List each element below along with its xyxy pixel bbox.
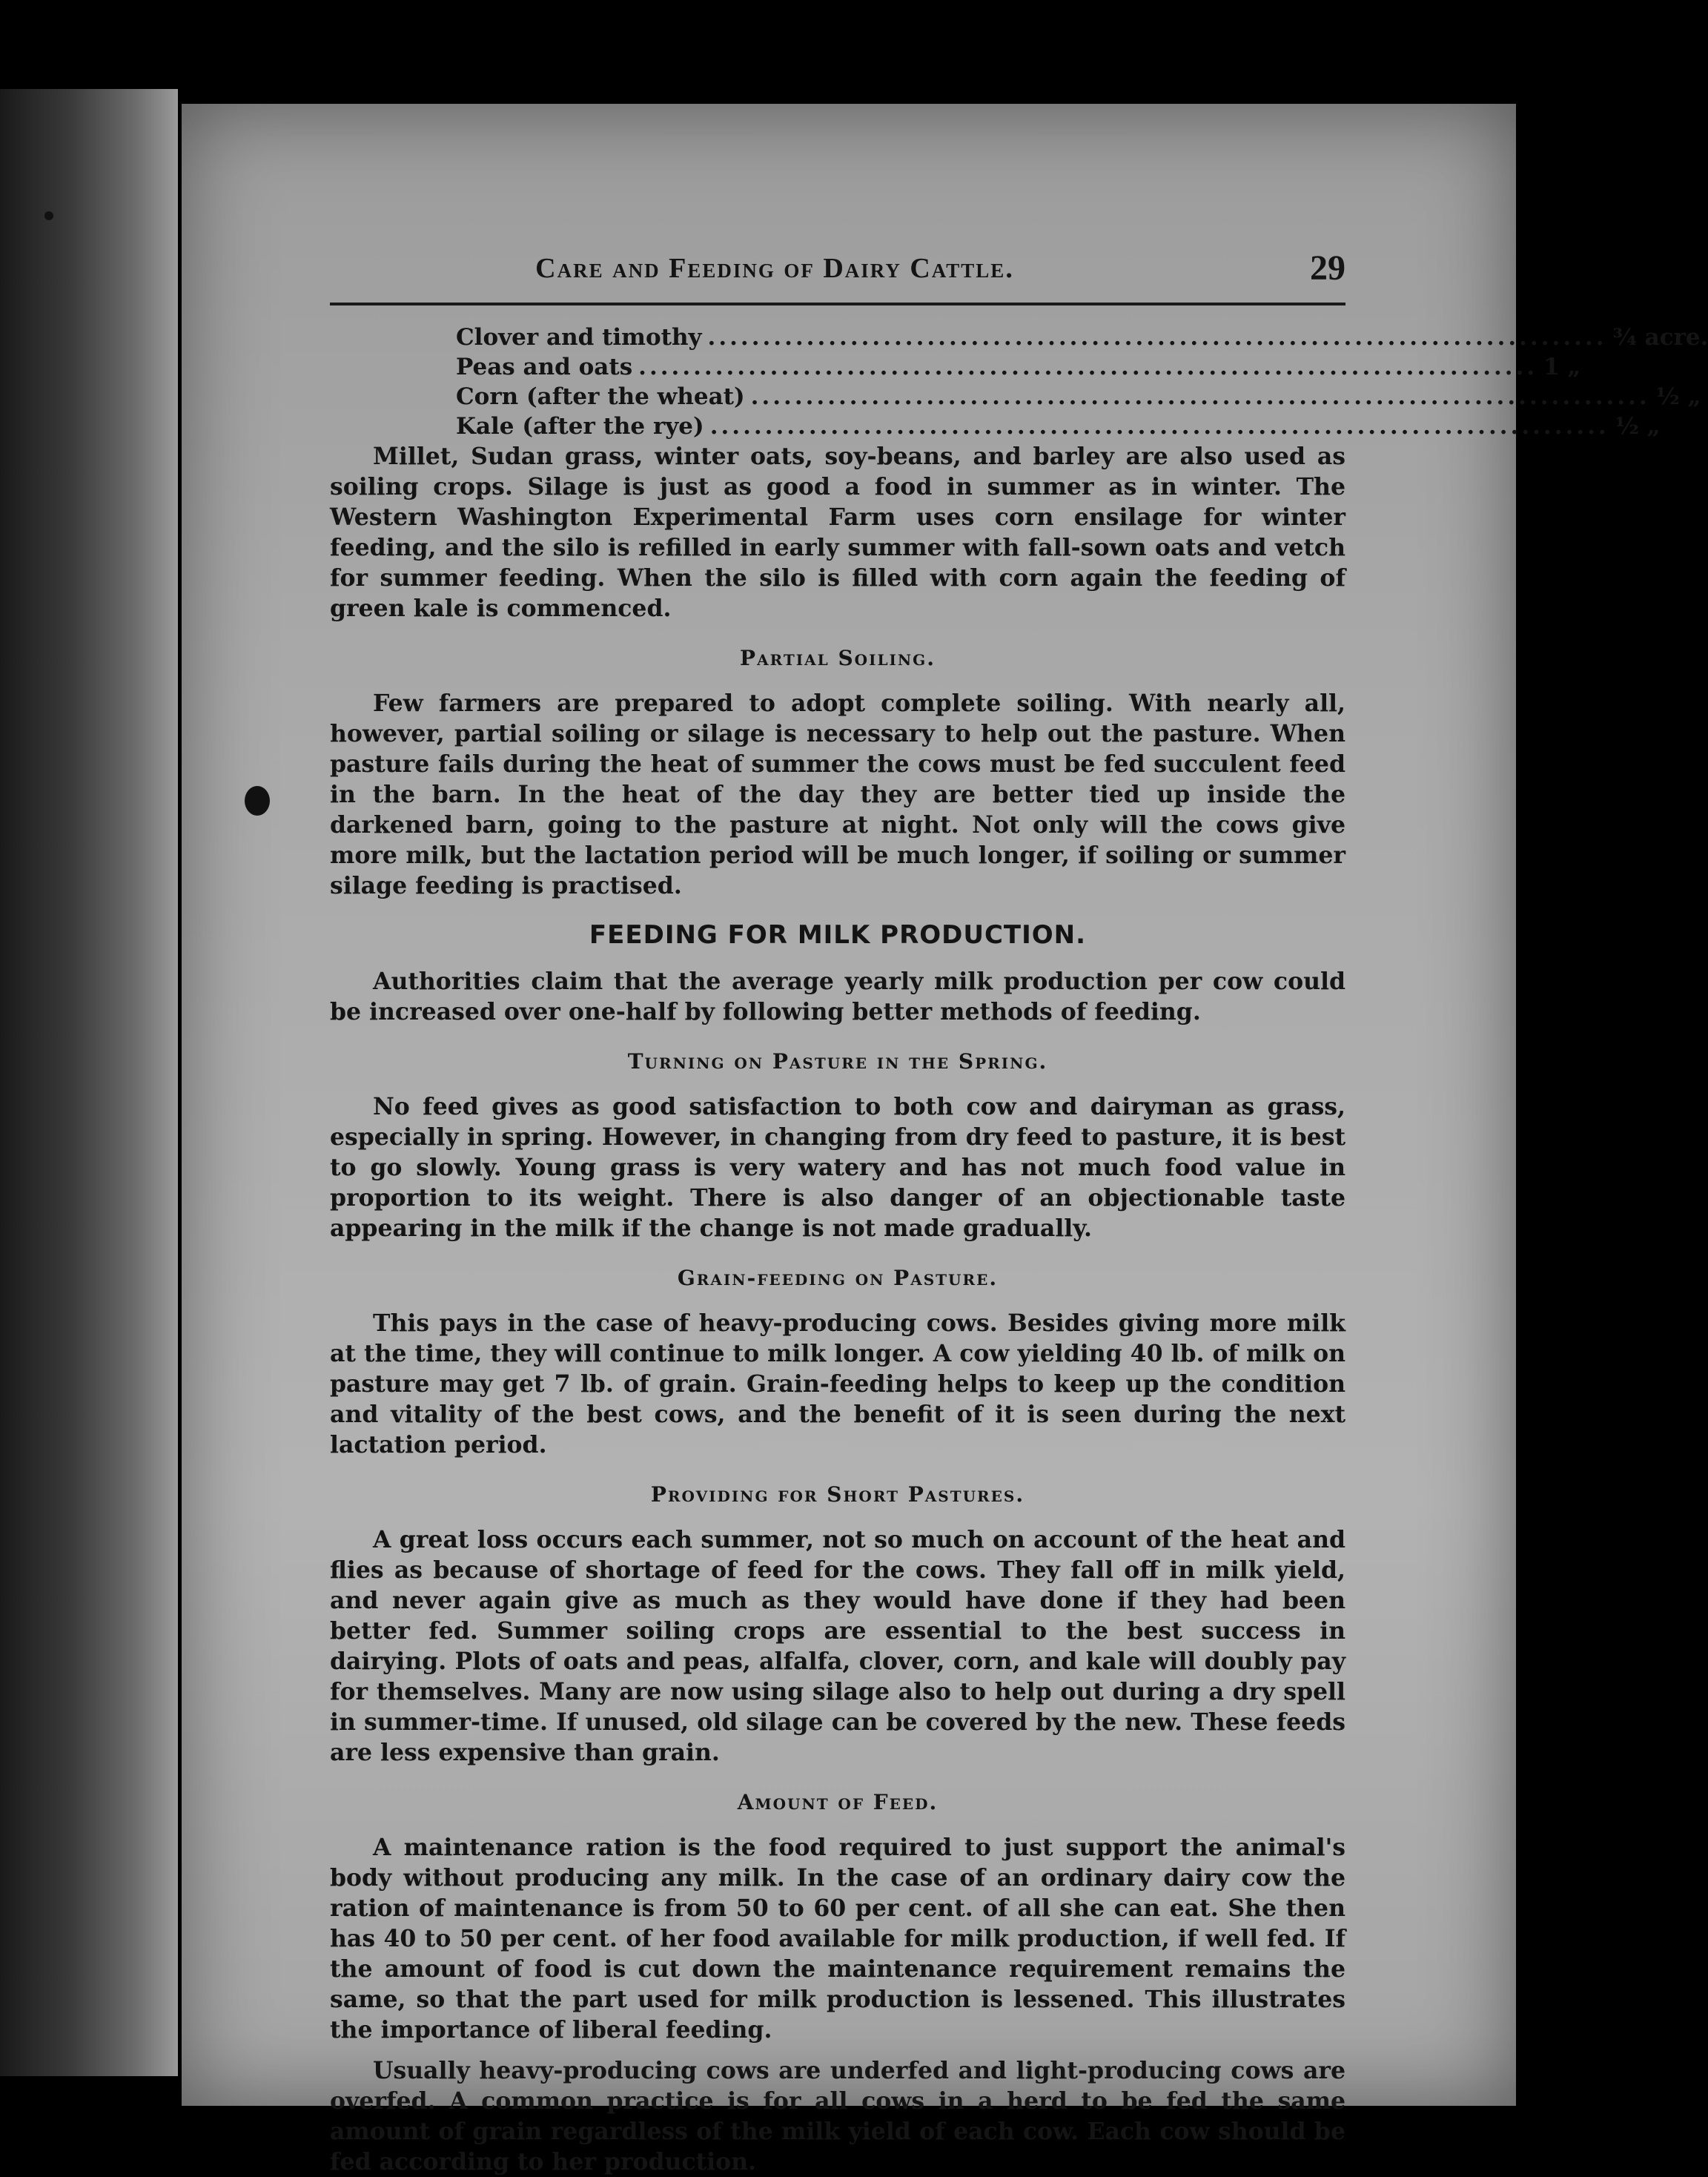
major-heading: FEEDING FOR MILK PRODUCTION. xyxy=(589,920,1087,950)
section-body: This pays in the case of heavy-producing cows. Besides giving more milk at the time, they will continue to milk longer. A cow yielding 40 lb. of milk on pasture may get 7 lb. of grain. Grain-feeding helps to keep up the condition and vitality of the best cows, and the benefit of it is seen during the next lactation period. xyxy=(330,1309,1345,1459)
leader-dots: .................................................................................. xyxy=(709,413,1609,440)
crop-amount: ¾ acre. xyxy=(1612,324,1708,351)
leader-dots: .................................................................................. xyxy=(707,324,1607,351)
section-body: Authorities claim that the average yearly milk production per cow could be increased over one-half by following better methods of feeding. xyxy=(330,968,1345,1025)
crop-name: Kale (after the rye) xyxy=(456,413,704,440)
table-row xyxy=(456,323,1708,352)
section-body: No feed gives as good satisfaction to both cow and dairyman as grass, especially in spring. However, in changing from dry feed to pasture, it is best to go slowly. Young grass is very watery and has not much food value in proportion to its weight. There is also danger of an objectionable taste appearing in the milk if the change is not made gradually. xyxy=(330,1093,1345,1242)
section-heading: Providing for Short Pastures. xyxy=(650,1482,1025,1507)
crop-amount: 1 „ xyxy=(1543,354,1581,380)
running-header xyxy=(330,248,1345,297)
table-row xyxy=(456,382,1701,412)
section-body: A great loss occurs each summer, not so much on account of the heat and flies as because of shortage of feed for the cows. They fall off in milk yield, and never again give as much as they would have done if they had been better fed. Summer soiling crops are essential to the best success in dairying. Plots of oats and peas, alfalfa, clover, corn, and kale will doubly pay for themselves. Many are now using silage also to help out during a dry spell in summer-time. If unused, old silage can be covered by the new. These feeds are less expensive than grain. xyxy=(330,1526,1345,1766)
section-heading: Partial Soiling. xyxy=(740,646,936,670)
header-rule xyxy=(330,303,1345,305)
page-number: 29 xyxy=(1310,248,1345,288)
table-row xyxy=(456,412,1661,441)
crop-amount: ½ „ xyxy=(1615,413,1661,440)
section-heading: Turning on Pasture in the Spring. xyxy=(627,1049,1048,1074)
section-body: Few farmers are prepared to adopt complete soiling. With nearly all, however, partial soiling or silage is necessary to help out the pasture. When pasture fails during the heat of summer the cows must be fed succulent feed in the barn. In the heat of the day they are better tied up inside the darkened barn, going to the pasture at night. Not only will the cows give more milk, but the lactation period will be much longer, if soiling or summer silage feeding is practised. xyxy=(330,690,1345,899)
ink-blot xyxy=(245,786,270,816)
page-content xyxy=(330,248,1708,2177)
leader-dots: .................................................................................. xyxy=(638,354,1538,380)
section-body: Usually heavy-producing cows are underfed and light-producing cows are overfed. A common practice is for all cows in a herd to be fed the same amount of grain regardless of the milk yield of each cow. Each cow should be fed according to her production. xyxy=(330,2057,1345,2176)
facing-page-edge xyxy=(0,89,178,2076)
section-heading: Amount of Feed. xyxy=(737,1790,939,1814)
crop-name: Clover and timothy xyxy=(456,324,702,351)
table-row xyxy=(456,352,1581,382)
leader-dots: .................................................................................. xyxy=(750,383,1650,410)
intro-paragraph: Millet, Sudan grass, winter oats, soy-beans, and barley are also used as soiling crops. Silage is just as good a food in summer as in winter. The Western Washington Experimental Farm uses corn ensilage for winter feeding, and the silo is refilled in early summer with fall-sown oats and vetch for summer feeding. When the silo is filled with corn again the feeding of green kale is commenced. xyxy=(330,443,1345,622)
running-title: Care and Feeding of Dairy Cattle. xyxy=(535,253,1014,284)
speck xyxy=(44,211,53,220)
crop-name: Peas and oats xyxy=(456,354,633,380)
crop-table xyxy=(456,323,1708,441)
paragraph-gap xyxy=(330,2045,1345,2055)
crop-name: Corn (after the wheat) xyxy=(456,383,745,410)
section-heading: Grain-feeding on Pasture. xyxy=(677,1266,999,1290)
crop-amount: ½ „ xyxy=(1655,383,1701,410)
section-body: A maintenance ration is the food required to just support the animal's body without producing any milk. In the case of an ordinary dairy cow the ration of maintenance is from 50 to 60 per cent. of all she can eat. She then has 40 to 50 per cent. of her food available for milk production, if well fed. If the amount of food is cut down the maintenance requirement remains the same, so that the part used for milk production is lessened. This illustrates the importance of liberal feeding. xyxy=(330,1834,1345,2044)
